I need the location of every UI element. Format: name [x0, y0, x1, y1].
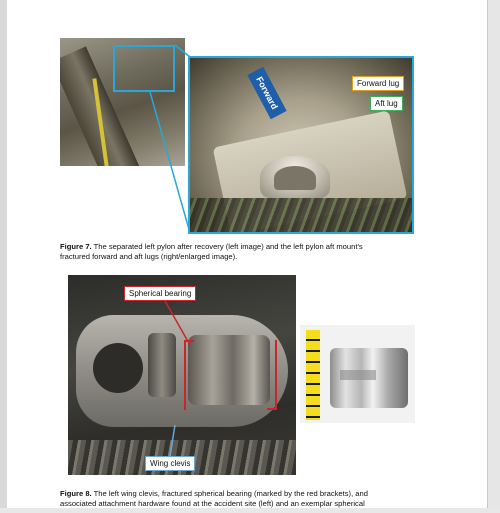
figure7-highlight-box — [113, 45, 175, 92]
clevis-hole — [93, 343, 143, 393]
figure8-caption-line1: The left wing clevis, fractured spherical bearing (marked by the red brackets), and — [91, 489, 368, 498]
spherical-bearing-callout: Spherical bearing — [124, 286, 196, 301]
figure7-caption — [60, 242, 430, 262]
wing-clevis-callout: Wing clevis — [145, 456, 195, 471]
forward-lug-callout: Forward lug — [352, 76, 404, 91]
scale-ruler — [306, 330, 320, 420]
aft-lug-callout: Aft lug — [370, 96, 403, 111]
bearing-red-brackets — [184, 340, 277, 410]
figure7-caption-line2: fractured forward and aft lugs (right/enlarged image). — [60, 252, 238, 261]
forward-arrow-label: Forward — [247, 67, 286, 120]
scrollbar-track[interactable] — [487, 0, 500, 513]
figure8-caption — [60, 489, 440, 509]
lug-bore — [274, 166, 316, 190]
bearing-part-marking — [340, 370, 376, 380]
viewer-bottom-bar — [0, 508, 500, 513]
figure8-caption-label: Figure 8. — [60, 489, 92, 498]
figure7-caption-label: Figure 7. — [60, 242, 92, 251]
figure8-caption-line2: associated attachment hardware found at the accident site (left) and an exemplar spherical — [60, 499, 365, 508]
debris — [190, 198, 414, 234]
attachment-bolt — [148, 333, 176, 397]
figure7-caption-line1: The separated left pylon after recovery (left image) and the left pylon aft mount's — [91, 242, 363, 251]
